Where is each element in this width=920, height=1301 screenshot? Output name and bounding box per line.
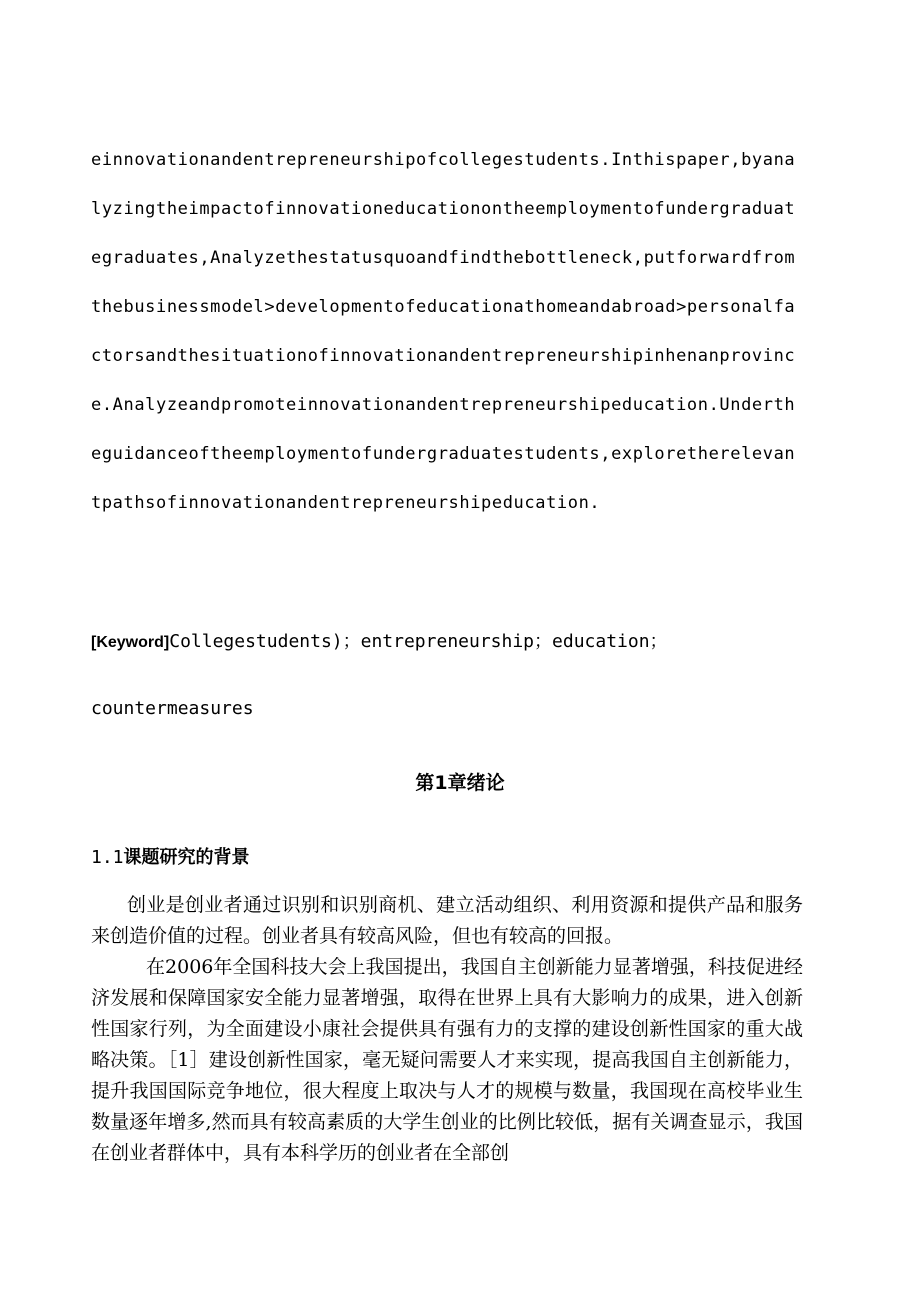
keywords-line [91,627,831,653]
abstract-line: eguidanceoftheemploymentofundergraduatestudents,exploretherelevan [91,444,796,464]
section-number: 1.1 [91,847,124,868]
keyword-list: Collegestudents)；entrepreneurship；education； [169,631,668,652]
section-heading: 课题研究的背景 [123,847,250,868]
body-paragraph: 在2006年全国科技大会上我国提出，我国自主创新能力显著增强，科技促进经济发展和保障国家安全能力显著增强，取得在世界上具有大影响力的成果，进入创新性国家行列，为全面建设小康社会提供具有强有力的支撑的建设创新性国家的重大战略决策。［1］建设创新性国家，毫无疑问需要人才来实现，提高我国自主创新能力，提升我国国际竞争地位，很大程度上取决与人才的规模与数量，我国现在高校毕业生数量逐年增多,然而具有较高素质的大学生创业的比例比较低，据有关调查显示，我国在创业者群体中，具有本科学历的创业者在全部创 [91,956,803,1164]
keyword-list-continued: countermeasures [91,698,254,719]
keyword-label: [Keyword] [91,634,170,651]
body-paragraph: 创业是创业者通过识别和识别商机、建立活动组织、利用资源和提供产品和服务来创造价值的过程。创业者具有较高风险，但也有较高的回报。 [91,894,803,947]
abstract-line: einnovationandentrepreneurshipofcollegestudents.Inthispaper,byana [91,150,796,170]
abstract-line: thebusinessmodel>developmentofeducationathomeandabroad>personalfa [91,297,796,317]
abstract-line: lyzingtheimpactofinnovationeducationontheemploymentofundergraduat [91,199,796,219]
abstract-line: e.Analyzeandpromoteinnovationandentrepreneurshipeducation.Underth [91,395,796,415]
abstract-line: ctorsandthesituationofinnovationandentrepreneurshipinhenanprovinc [91,346,796,366]
abstract-line: egraduates,Analyzethestatusquoandfindthebottleneck,putforwardfrom [91,248,796,268]
abstract-line: tpathsofinnovationandentrepreneurshipeducation. [91,493,601,513]
section-title [91,843,250,869]
chapter-title: 第1章绪论 [415,772,505,794]
